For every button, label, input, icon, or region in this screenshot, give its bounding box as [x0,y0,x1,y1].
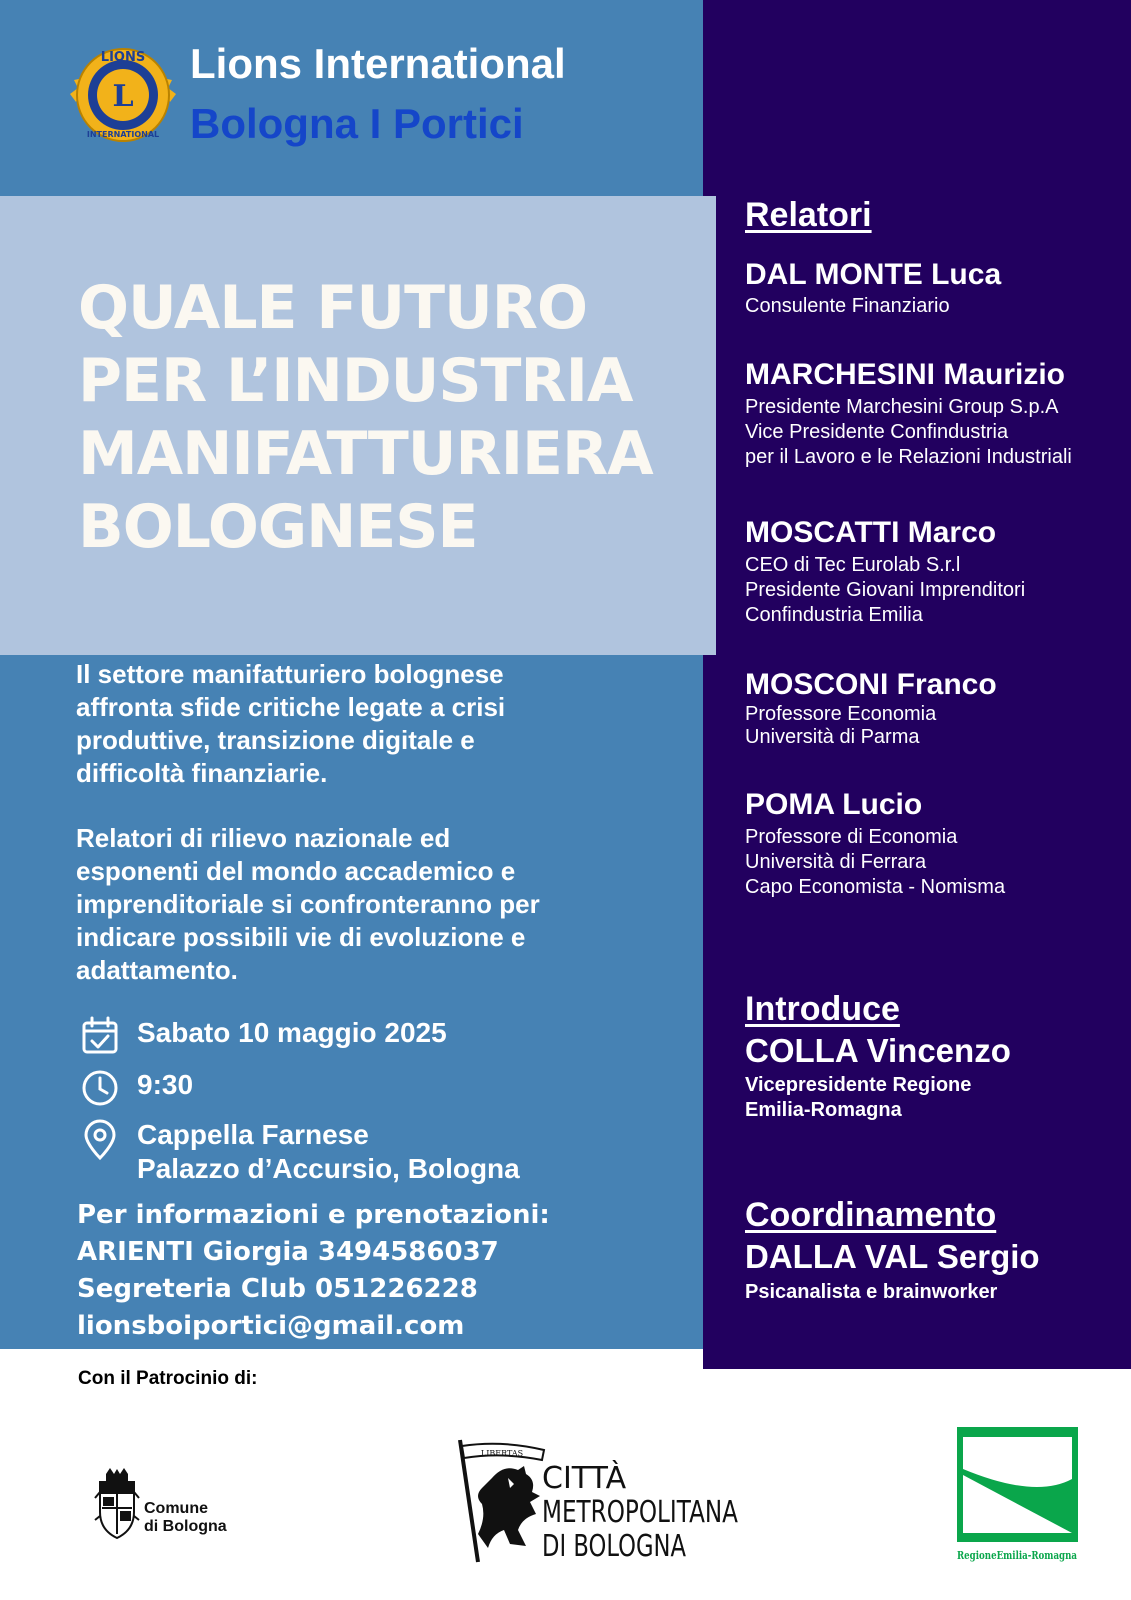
role-line: Emilia-Romagna [745,1099,902,1121]
contact-phone-2: Segreteria Club 051226228 [77,1274,478,1304]
citta-text-2: METROPOLITANA [542,1495,739,1530]
coordinator-role [745,1280,997,1305]
text-line: Il settore manifatturiero bolognese [76,659,504,689]
speakers-heading: Relatori [745,196,872,234]
event-location-line2: Palazzo d’Accursio, Bologna [137,1153,520,1184]
speaker-name: MARCHESINI Maurizio [745,358,1066,391]
speaker-role [745,703,936,749]
comune-text-2: di Bologna [144,1518,227,1535]
brand-subtitle: Bologna I Portici [190,100,524,147]
text-line: Relatori di rilievo nazionale ed [76,823,451,853]
description-paragraph-2 [76,822,686,987]
role-line: Università di Ferrara [745,851,927,873]
comune-bologna-logo [92,1468,252,1540]
contact-heading: Per informazioni e prenotazioni: [77,1200,550,1230]
speaker-name: DAL MONTE Luca [745,258,1002,291]
comune-text-1: Comune [144,1500,208,1517]
location-pin-icon [80,1120,120,1160]
patronage-label: Con il Patrocinio di: [78,1368,258,1389]
citta-banner-text: LIBERTAS [480,1449,524,1458]
citta-text-1: CITTÀ [542,1461,627,1496]
role-line: Vicepresidente Regione [745,1074,972,1096]
role-line: Consulente Finanziario [745,295,950,317]
text-line: difficoltà finanziarie. [76,758,328,788]
role-line: Vice Presidente Confindustria [745,421,1009,443]
description-paragraph-1 [76,658,686,790]
role-line: Università di Parma [745,726,920,748]
event-location-line1: Cappella Farnese [137,1119,369,1150]
coordinator-name: DALLA VAL Sergio [745,1238,1040,1275]
role-line: per il Lavoro e le Relazioni Industriali [745,446,1072,468]
role-line: Professore Economia [745,703,937,725]
role-line: Confindustria Emilia [745,604,923,626]
regione-emilia-romagna-logo [955,1425,1080,1565]
event-date: Sabato 10 maggio 2025 [137,1017,447,1048]
calendar-check-icon [80,1016,120,1056]
text-line: esponenti del mondo accademico e [76,856,516,886]
speaker-role [745,294,950,319]
text-line: indicare possibili vie di evoluzione e [76,922,526,952]
title-line: PER L’INDUSTRIA [78,346,633,416]
speaker-name: MOSCATTI Marco [745,516,997,549]
role-line: Professore di Economia [745,826,958,848]
contact-phone-1: ARIENTI Giorgia 3494586037 [77,1237,499,1267]
text-line: adattamento. [76,955,238,985]
contact-email: lionsboiportici@gmail.com [77,1311,465,1341]
introducer-role [745,1073,971,1123]
citta-metropolitana-logo [452,1438,742,1564]
speaker-role [745,395,1072,470]
logo-text-top: LIONS [100,50,146,65]
text-line: produttive, transizione digitale e [76,725,475,755]
introduce-heading: Introduce [745,990,900,1028]
logo-text-bottom: INTERNATIONAL [86,130,160,139]
text-line: affronta sfide critiche legate a crisi [76,692,506,722]
coordination-heading: Coordinamento [745,1196,997,1234]
speaker-name: POMA Lucio [745,788,923,821]
speaker-role [745,825,1005,900]
clock-icon [80,1068,120,1108]
lions-logo-icon [68,42,178,148]
speaker-name: MOSCONI Franco [745,668,997,701]
text-line: imprenditoriale si confronteranno per [76,889,540,919]
role-line: CEO di Tec Eurolab S.r.l [745,554,961,576]
role-line: Psicanalista e brainworker [745,1281,998,1303]
role-line: Presidente Giovani Imprenditori [745,579,1026,601]
event-time: 9:30 [137,1069,194,1100]
contact-block [77,1197,550,1345]
role-line: Capo Economista - Nomisma [745,876,1006,898]
introducer-name: COLLA Vincenzo [745,1032,1011,1069]
title-line: BOLOGNESE [78,492,478,562]
citta-text-3: DI BOLOGNA [542,1529,687,1564]
title-line: QUALE FUTURO [78,273,587,343]
role-line: Presidente Marchesini Group S.p.A [745,396,1059,418]
title-line: MANIFATTURIERA [78,419,653,489]
logo-letter: L [112,79,134,114]
speaker-role [745,553,1025,628]
regione-text: RegioneEmilia-Romagna [957,1549,1077,1562]
page-title [78,272,708,564]
brand-title: Lions International [190,40,566,87]
